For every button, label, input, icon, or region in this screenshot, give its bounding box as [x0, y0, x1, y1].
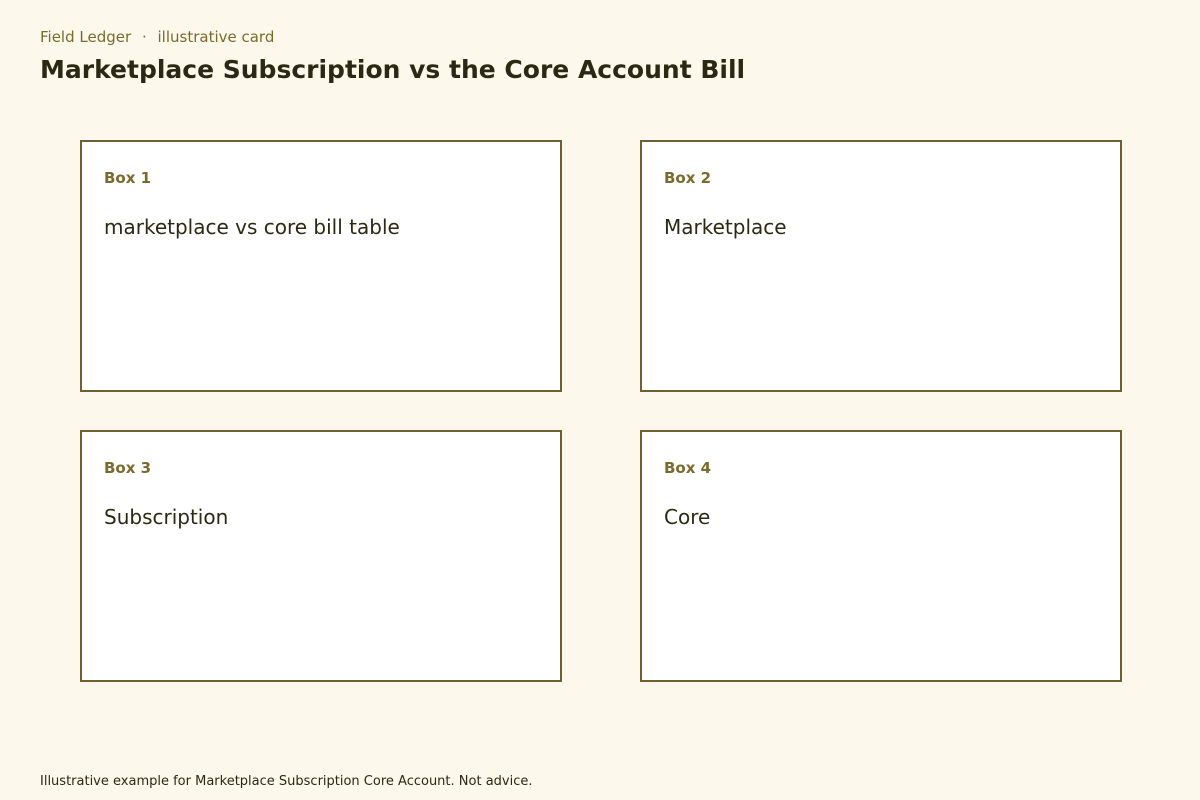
box-1 [80, 140, 562, 392]
eyebrow-separator: · [141, 28, 147, 46]
footer-note: Illustrative example for Marketplace Subscription Core Account. Not advice. [40, 774, 533, 789]
box-1-label: Box 1 [104, 169, 152, 187]
box-4-text: Core [664, 505, 711, 529]
box-3-label: Box 3 [104, 459, 152, 477]
box-4-label: Box 4 [664, 459, 712, 477]
box-2 [640, 140, 1122, 392]
box-2-text: Marketplace [664, 215, 787, 239]
box-3-text: Subscription [104, 505, 229, 529]
brand-label: Field Ledger [40, 28, 132, 46]
box-2-label: Box 2 [664, 169, 712, 187]
box-1-text: marketplace vs core bill table [104, 215, 400, 239]
card-tag: illustrative card [157, 28, 275, 46]
page-title: Marketplace Subscription vs the Core Account Bill [40, 55, 746, 84]
box-3 [80, 430, 562, 682]
box-4 [640, 430, 1122, 682]
eyebrow [40, 27, 274, 47]
